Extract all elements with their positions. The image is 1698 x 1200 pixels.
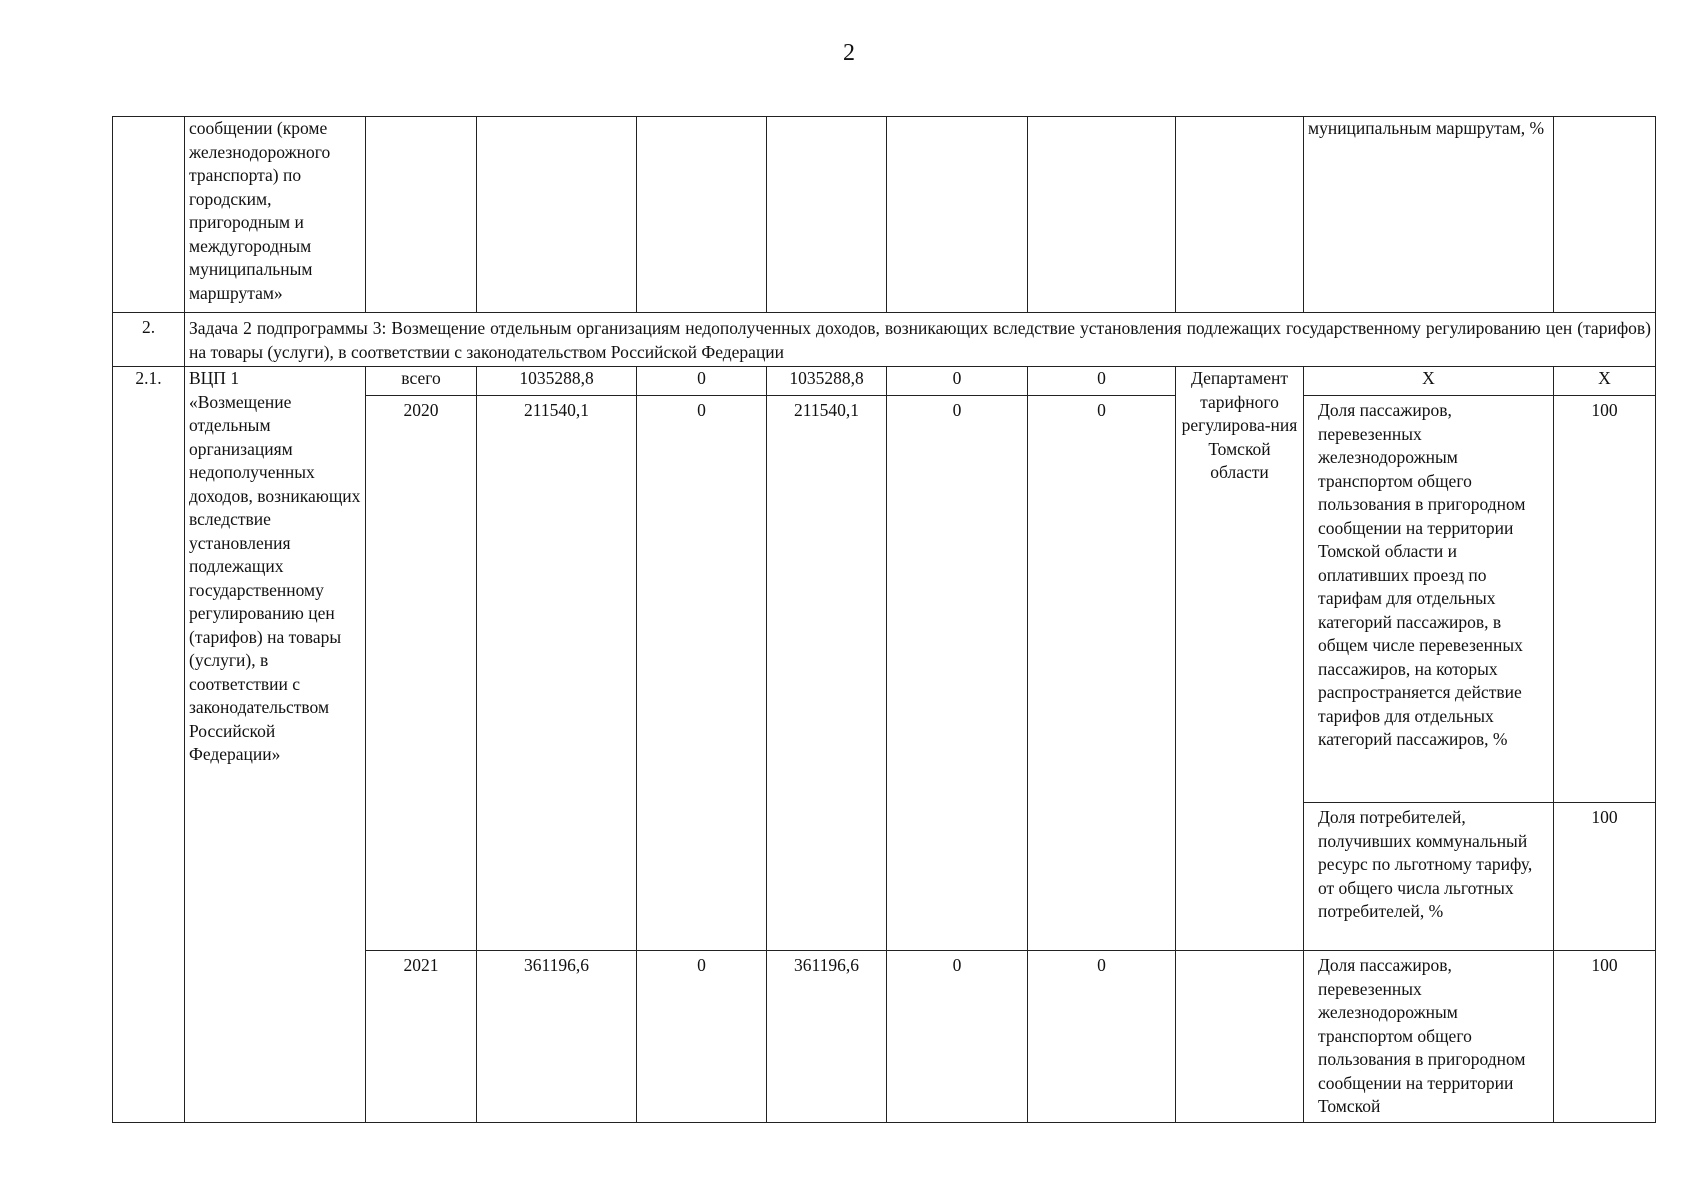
sum-regional: 1035288,8: [767, 367, 887, 396]
sum-total-2020: 211540,1: [477, 396, 637, 951]
executor-cell: Департамент тарифного регулирова-ния Томской области: [1176, 367, 1304, 951]
sum-federal-2020: 0: [637, 396, 767, 951]
sum-other: 0: [1028, 367, 1176, 396]
indicator-value-2021-passengers: 100: [1554, 951, 1656, 1123]
task-description: Задача 2 подпрограммы 3: Возмещение отдельным организациям недополученных доходов, возникающих вследствие установления подлежащих государственному регулированию цен (тарифов) на товары (услуги), в соответствии с законодательством Российской Федерации: [185, 313, 1656, 367]
num-cell: [113, 117, 185, 313]
indicator-value-2020-passengers: 100: [1554, 396, 1656, 803]
vcp-number: 2.1.: [113, 367, 185, 1123]
vcp-name-cell: [185, 367, 366, 1123]
sum-total: 1035288,8: [477, 367, 637, 396]
sum-regional-2020: 211540,1: [767, 396, 887, 951]
table-row-vcp-total: [113, 367, 1656, 396]
indicator-2020-passengers: Доля пассажиров, перевезенных железнодорожным транспортом общего пользования в пригородном сообщении на территории Томской области и оплативших проезд по тарифам для отдельных категорий пассажиров, в общем числе перевезенных пассажиров, на которых распространяется действие тарифов для отдельных категорий пассажиров, %: [1304, 396, 1554, 803]
sum-other-cell: [1028, 117, 1176, 313]
sum-federal: 0: [637, 367, 767, 396]
sum-regional-cell: [767, 117, 887, 313]
sum-local-cell: [887, 117, 1028, 313]
indicator-cell: муниципальным маршрутам, %: [1304, 117, 1554, 313]
executor-cell-2021: [1176, 951, 1304, 1123]
vcp-description: «Возмещение отдельным организациям недополученных доходов, возникающих вследствие установления подлежащих государственному регулированию цен (тарифов) на товары (услуги), в соответствии с законодательством Российской Федерации»: [189, 391, 361, 764]
program-table: [112, 116, 1656, 1123]
sum-local-2020: 0: [887, 396, 1028, 951]
period-cell: [366, 117, 477, 313]
indicator-total: Х: [1304, 367, 1554, 396]
executor-cell: [1176, 117, 1304, 313]
page-number: 2: [843, 40, 855, 66]
indicator-value-total: Х: [1554, 367, 1656, 396]
period-2020: 2020: [366, 396, 477, 951]
sum-local-2021: 0: [887, 951, 1028, 1123]
indicator-2021-passengers: Доля пассажиров, перевезенных железнодорожным транспортом общего пользования в пригородном сообщении на территории Томской: [1304, 951, 1554, 1123]
sum-total-2021: 361196,6: [477, 951, 637, 1123]
table-row-continuation: [113, 117, 1656, 313]
indicator-value-2020-consumers: 100: [1554, 803, 1656, 951]
event-name-cell: сообщении (кроме железнодорожного транспорта) по городским, пригородным и междугородным муниципальным маршрутам»: [185, 117, 366, 313]
vcp-title: ВЦП 1: [189, 368, 240, 388]
period-total: всего: [366, 367, 477, 396]
sum-federal-cell: [637, 117, 767, 313]
sum-local: 0: [887, 367, 1028, 396]
period-2021: 2021: [366, 951, 477, 1123]
indicator-2020-consumers: Доля потребителей, получивших коммунальный ресурс по льготному тарифу, от общего числа льготных потребителей, %: [1304, 803, 1554, 951]
indicator-value-cell: [1554, 117, 1656, 313]
sum-total-cell: [477, 117, 637, 313]
sum-other-2021: 0: [1028, 951, 1176, 1123]
task-number: 2.: [113, 313, 185, 367]
sum-federal-2021: 0: [637, 951, 767, 1123]
table-row-task-2: [113, 313, 1656, 367]
sum-other-2020: 0: [1028, 396, 1176, 951]
sum-regional-2021: 361196,6: [767, 951, 887, 1123]
